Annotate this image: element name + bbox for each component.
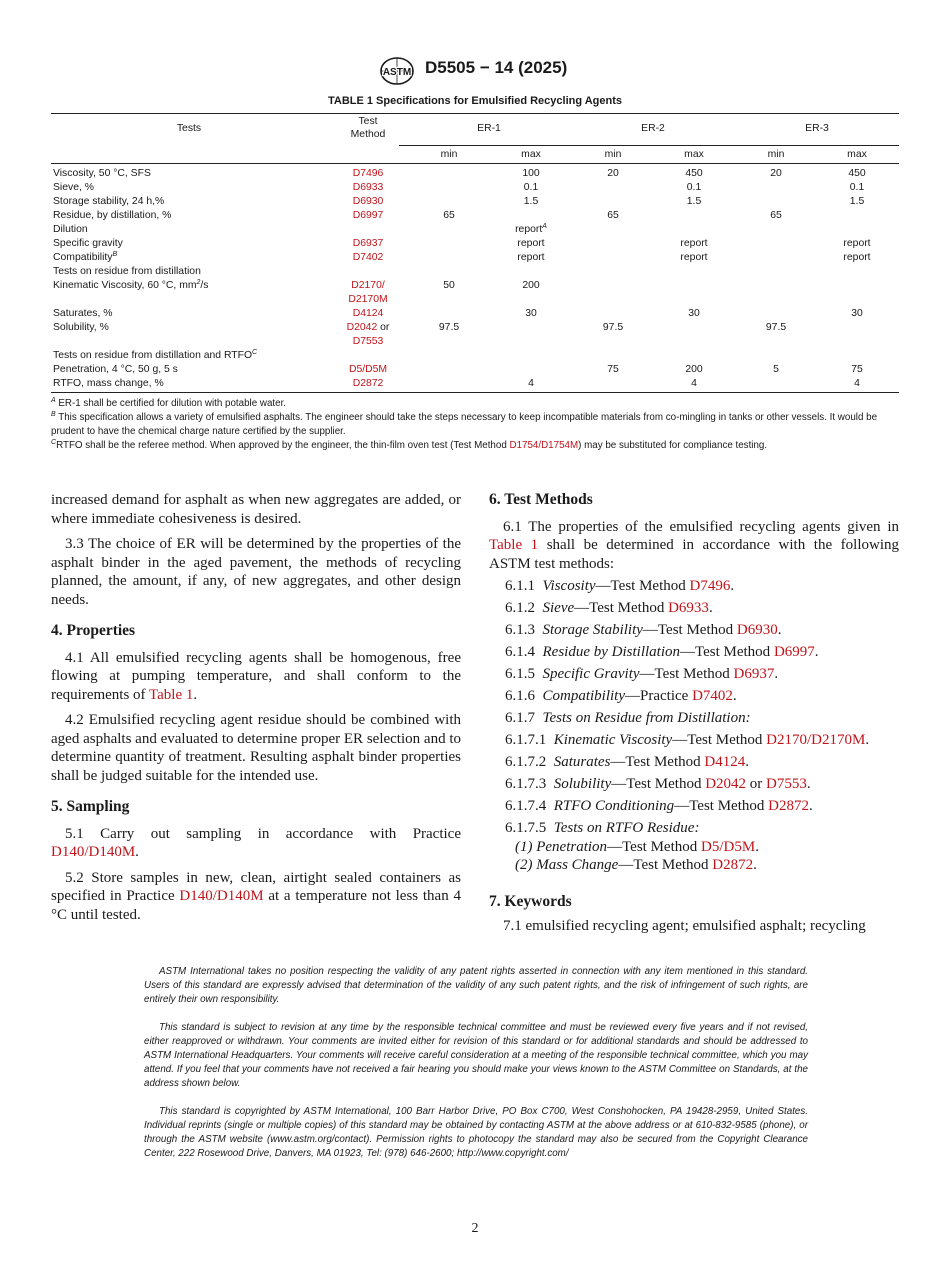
row-test-label: Dilution — [53, 224, 88, 235]
row-method-cont — [348, 293, 387, 307]
sub-item-penetration: (1) Penetration—Test Method D5/D5M. — [515, 838, 759, 855]
row-value: report — [517, 238, 545, 249]
row-value: report — [517, 252, 545, 263]
row-test-label: Specific gravity — [53, 238, 123, 249]
header-tests: Tests — [176, 123, 202, 134]
method-link[interactable]: D7553 — [352, 336, 384, 347]
row-value: report — [843, 252, 871, 263]
row-value: 65 — [770, 210, 782, 221]
svg-text:ASTM: ASTM — [382, 67, 412, 78]
header-max: max — [521, 149, 541, 160]
sub-item-mass-change: (2) Mass Change—Test Method D2872. — [515, 857, 757, 873]
row-value: 75 — [851, 364, 863, 375]
method-link[interactable]: D6937 — [352, 238, 384, 249]
row-value: 1.5 — [686, 196, 702, 207]
row-method — [353, 377, 384, 391]
test-method-item: 6.1.5 Specific Gravity—Test Method D6937. — [505, 666, 779, 682]
link-d140[interactable]: D140/D140M — [51, 844, 136, 860]
method-link[interactable]: D7402 — [352, 252, 384, 263]
method-link[interactable]: D4124 — [352, 308, 384, 319]
header-max: max — [847, 149, 867, 160]
row-value: 65 — [443, 210, 455, 221]
method-link[interactable]: D5/D5M — [348, 364, 388, 375]
method-link[interactable]: D6997 — [773, 644, 815, 660]
row-value: 4 — [691, 378, 697, 389]
notice-copyright: This standard is copyrighted by ASTM International, 100 Barr Harbor Drive, PO Box C700, West Conshohocken, PA 19428-2959, United States. Individual reprints (single or multiple copies) of this standard may be obtained by contacting ASTM at the above address or at 610-832-9585 (phone), or through the ASTM website (www.astm.org/contact). Permission rights to photocopy the standard may also be secured from the Copyright Clearance Center, 222 Rosewood Drive, Danvers, MA 01923, Tel: (978) 646-2600; http://www.copyright.com/ — [144, 1106, 808, 1159]
test-method-item: 6.1.7.1 Kinematic Viscosity—Test Method D2170/D2170M. — [505, 732, 870, 748]
method-link[interactable]: D6937 — [733, 666, 775, 682]
method-link[interactable]: D2170/D2170M — [766, 732, 866, 748]
row-value: 97.5 — [765, 322, 787, 333]
method-link[interactable]: D2170/ — [351, 280, 385, 291]
row-value: report — [843, 238, 871, 249]
link-table-1[interactable]: Table 1 — [489, 537, 539, 553]
footnote-b: $^B$ This specification allows a variety of emulsified asphalts. The engineer should take the steps necessary to keep incompatible materials from co-mingling in tanks or other vessels. It would be prudent to have the chemical charge nature certified by the supplier. — [51, 411, 878, 437]
standard-designation: D5505 − 14 (2025) — [425, 58, 568, 77]
row-value: 97.5 — [438, 322, 460, 333]
row-test-label: Sieve, % — [53, 182, 95, 193]
row-value: 200 — [685, 364, 703, 375]
method-link[interactable]: D2170M — [348, 294, 388, 305]
page-number: 2 — [471, 1221, 479, 1236]
row-value: 100 — [522, 168, 540, 179]
method-link[interactable]: D6930 — [352, 196, 384, 207]
footnote-c: $^C$RTFO shall be the referee method. When approved by the engineer, the thin-film oven test (Test Method D1754/D1754M) may be substituted for compliance testing. — [51, 439, 768, 451]
header-er2: ER-2 — [641, 123, 665, 134]
row-test-label: Kinematic Viscosity, 60 °C, $mm^2/s$ — [53, 279, 209, 291]
row-value: report$^A$ — [515, 223, 547, 235]
row-value: 30 — [525, 308, 537, 319]
row-method — [349, 363, 387, 377]
footnote-a: $^A$ ER-1 shall be certified for dilution with potable water. — [51, 397, 287, 409]
row-value: 30 — [851, 308, 863, 319]
paragraph-3-2-cont: increased demand for asphalt as when new aggregates are added, or where immediate cohesiveness is desired. — [51, 492, 461, 527]
method-link[interactable]: D2042 — [346, 322, 378, 333]
page-header — [0, 56, 950, 86]
paragraph-6-1: 6.1 The properties of the emulsified recycling agents given in Table 1 shall be determined in accordance with the following ASTM test methods: — [489, 518, 899, 572]
row-method — [351, 279, 385, 293]
test-method-item: 6.1.6 Compatibility—Practice D7402. — [505, 688, 737, 704]
header-min: min — [440, 149, 458, 160]
row-value: 0.1 — [686, 182, 702, 193]
row-method — [353, 251, 384, 265]
astm-logo — [379, 56, 415, 86]
row-method — [353, 181, 384, 195]
header-min: min — [604, 149, 622, 160]
row-value: 50 — [443, 280, 455, 291]
method-link[interactable]: D6933 — [352, 182, 384, 193]
row-value: 200 — [522, 280, 540, 291]
test-method-list — [489, 577, 899, 838]
method-link[interactable]: D7402 — [692, 688, 733, 704]
row-method-cont — [353, 335, 384, 349]
row-value: 5 — [773, 364, 779, 375]
heading-properties: 4. Properties — [51, 622, 136, 639]
method-link[interactable]: D2872 — [768, 798, 809, 814]
row-method — [353, 209, 384, 223]
row-value: report — [680, 238, 708, 249]
heading-test-methods: 6. Test Methods — [489, 491, 593, 508]
header-er1: ER-1 — [477, 123, 501, 134]
table-title: TABLE 1 Specifications for Emulsified Recycling Agents — [327, 95, 622, 107]
method-link[interactable]: D6930 — [736, 622, 778, 638]
paragraph-3-3: 3.3 The choice of ER will be determined by the properties of the asphalt binder in the aged pavement, the methods of recycling planned, the amount, if any, of new aggregates, and other design needs. — [51, 536, 461, 608]
row-method — [353, 195, 384, 209]
row-value: report — [680, 252, 708, 263]
row-test-label: Compatibility$^B$ — [53, 251, 118, 263]
method-link[interactable]: D6933 — [668, 600, 709, 616]
header-subrule — [399, 145, 899, 146]
test-method-item: 6.1.7.4 RTFO Conditioning—Test Method D2872. — [505, 798, 813, 814]
link-d5[interactable]: D5/D5M — [701, 838, 756, 855]
row-value: 1.5 — [849, 196, 865, 207]
link-d1754[interactable]: D1754/D1754M — [509, 440, 579, 451]
row-test-label: Residue, by distillation, % — [53, 210, 172, 221]
heading-sampling: 5. Sampling — [51, 798, 130, 815]
paragraph-5-2: 5.2 Store samples in new, clean, airtight sealed containers as specified in Practice D140/D140M at a temperature not less than 4 °C until tested. — [51, 869, 461, 923]
row-method — [353, 307, 384, 321]
row-test-label: Penetration, 4 °C, 50 g, 5 s — [53, 364, 178, 375]
test-method-item: 6.1.7.2 Saturates—Test Method D4124. — [505, 754, 749, 770]
row-value: 97.5 — [602, 322, 624, 333]
heading-keywords: 7. Keywords — [489, 892, 572, 910]
right-column — [489, 491, 899, 936]
test-method-item: 6.1.7.3 Solubility—Test Method D2042 or D7553. — [505, 776, 811, 792]
row-test-label: RTFO, mass change, % — [53, 378, 164, 389]
paragraph-5-1: 5.1 Carry out sampling in accordance with Practice D140/D140M. — [51, 825, 461, 860]
row-value: 20 — [607, 168, 619, 179]
method-link[interactable]: D7553 — [766, 776, 807, 792]
method-link[interactable]: D2042 — [705, 776, 747, 792]
row-test-label: Solubility, % — [53, 322, 109, 333]
row-test-label: Viscosity, 50 °C, SFS — [53, 168, 151, 179]
test-method-item: 6.1.7.5 Tests on RTFO Residue: — [505, 820, 700, 836]
header-max: max — [684, 149, 704, 160]
row-value: 4 — [854, 378, 860, 389]
method-link[interactable]: D2872 — [352, 378, 384, 389]
link-d140[interactable]: D140/D140M — [179, 888, 264, 904]
row-value: 1.5 — [523, 196, 539, 207]
test-method-item: 6.1.4 Residue by Distillation—Test Method D6997. — [505, 644, 819, 660]
method-link[interactable]: D7496 — [352, 168, 384, 179]
header-min: min — [767, 149, 785, 160]
notice-revision: This standard is subject to revision at any time by the responsible technical committee and must be reviewed every five years and if not revised, either reapproved or withdrawn. Your comments are invited either for revision of this standard or for additional standards and should be addressed to ASTM International Headquarters. Your comments will receive careful consideration at a meeting of the responsible technical committee, which you may attend. If you feel that your comments have not received a fair hearing you should make your views known to the ASTM Committee on Standards, at the address shown below. — [144, 1022, 808, 1089]
paragraph-4-1: 4.1 All emulsified recycling agents shall be homogenous, free flowing at pumping temperature, and shall conform to the requirements of Table 1. — [51, 649, 461, 703]
row-test-label: Saturates, % — [53, 308, 113, 319]
header-er3: ER-3 — [805, 123, 829, 134]
row-value: 4 — [528, 378, 534, 389]
row-value: 0.1 — [849, 182, 865, 193]
row-test-label: Tests on residue from distillation and $RTFO^C$ — [53, 349, 258, 361]
test-method-item: 6.1.2 Sieve—Test Method D6933. — [505, 600, 713, 616]
paragraph-7-1: 7.1 emulsified recycling agent; emulsified asphalt; recycling — [503, 918, 866, 934]
notice-patent: ASTM International takes no position respecting the validity of any patent rights asserted in connection with any item mentioned in this standard. Users of this standard are expressly advised that determination of the validity of any such patent rights, and the risk of infringement of such rights, are entirely their own responsibility. — [144, 966, 808, 1005]
row-value: 450 — [848, 168, 866, 179]
table-footnotes — [51, 397, 901, 453]
method-link[interactable]: D6997 — [352, 210, 384, 221]
astm-notice — [144, 965, 808, 1161]
paragraph-4-2: 4.2 Emulsified recycling agent residue should be combined with aged asphalts and evaluated to determine proper ER selection and to determine quantity of treatment. Resulting asphalt binder properties shall be judged suitable for the intended use. — [51, 712, 461, 784]
method-link[interactable]: D4124 — [704, 754, 746, 770]
row-method — [353, 167, 384, 181]
row-value: 20 — [770, 168, 782, 179]
row-method — [353, 237, 384, 251]
row-value: 75 — [607, 364, 619, 375]
row-test-label: Storage stability, 24 h,% — [53, 196, 165, 207]
row-test-label: Tests on residue from distillation — [53, 266, 201, 277]
row-value: 65 — [607, 210, 619, 221]
header-test-method: Test Method — [350, 116, 386, 140]
row-value: 450 — [685, 168, 703, 179]
link-table-1[interactable]: Table 1 — [149, 686, 194, 703]
test-method-item: 6.1.1 Viscosity—Test Method D7496. — [505, 578, 735, 594]
test-method-item: 6.1.3 Storage Stability—Test Method D6930. — [505, 622, 782, 638]
row-value: 0.1 — [523, 182, 539, 193]
test-method-item: 6.1.7 Tests on Residue from Distillation: — [505, 710, 751, 726]
left-column — [51, 491, 461, 924]
link-d2872[interactable]: D2872 — [712, 857, 754, 873]
method-link[interactable]: D7496 — [689, 578, 731, 594]
row-value: 30 — [688, 308, 700, 319]
row-method: D2042 or — [346, 322, 390, 333]
